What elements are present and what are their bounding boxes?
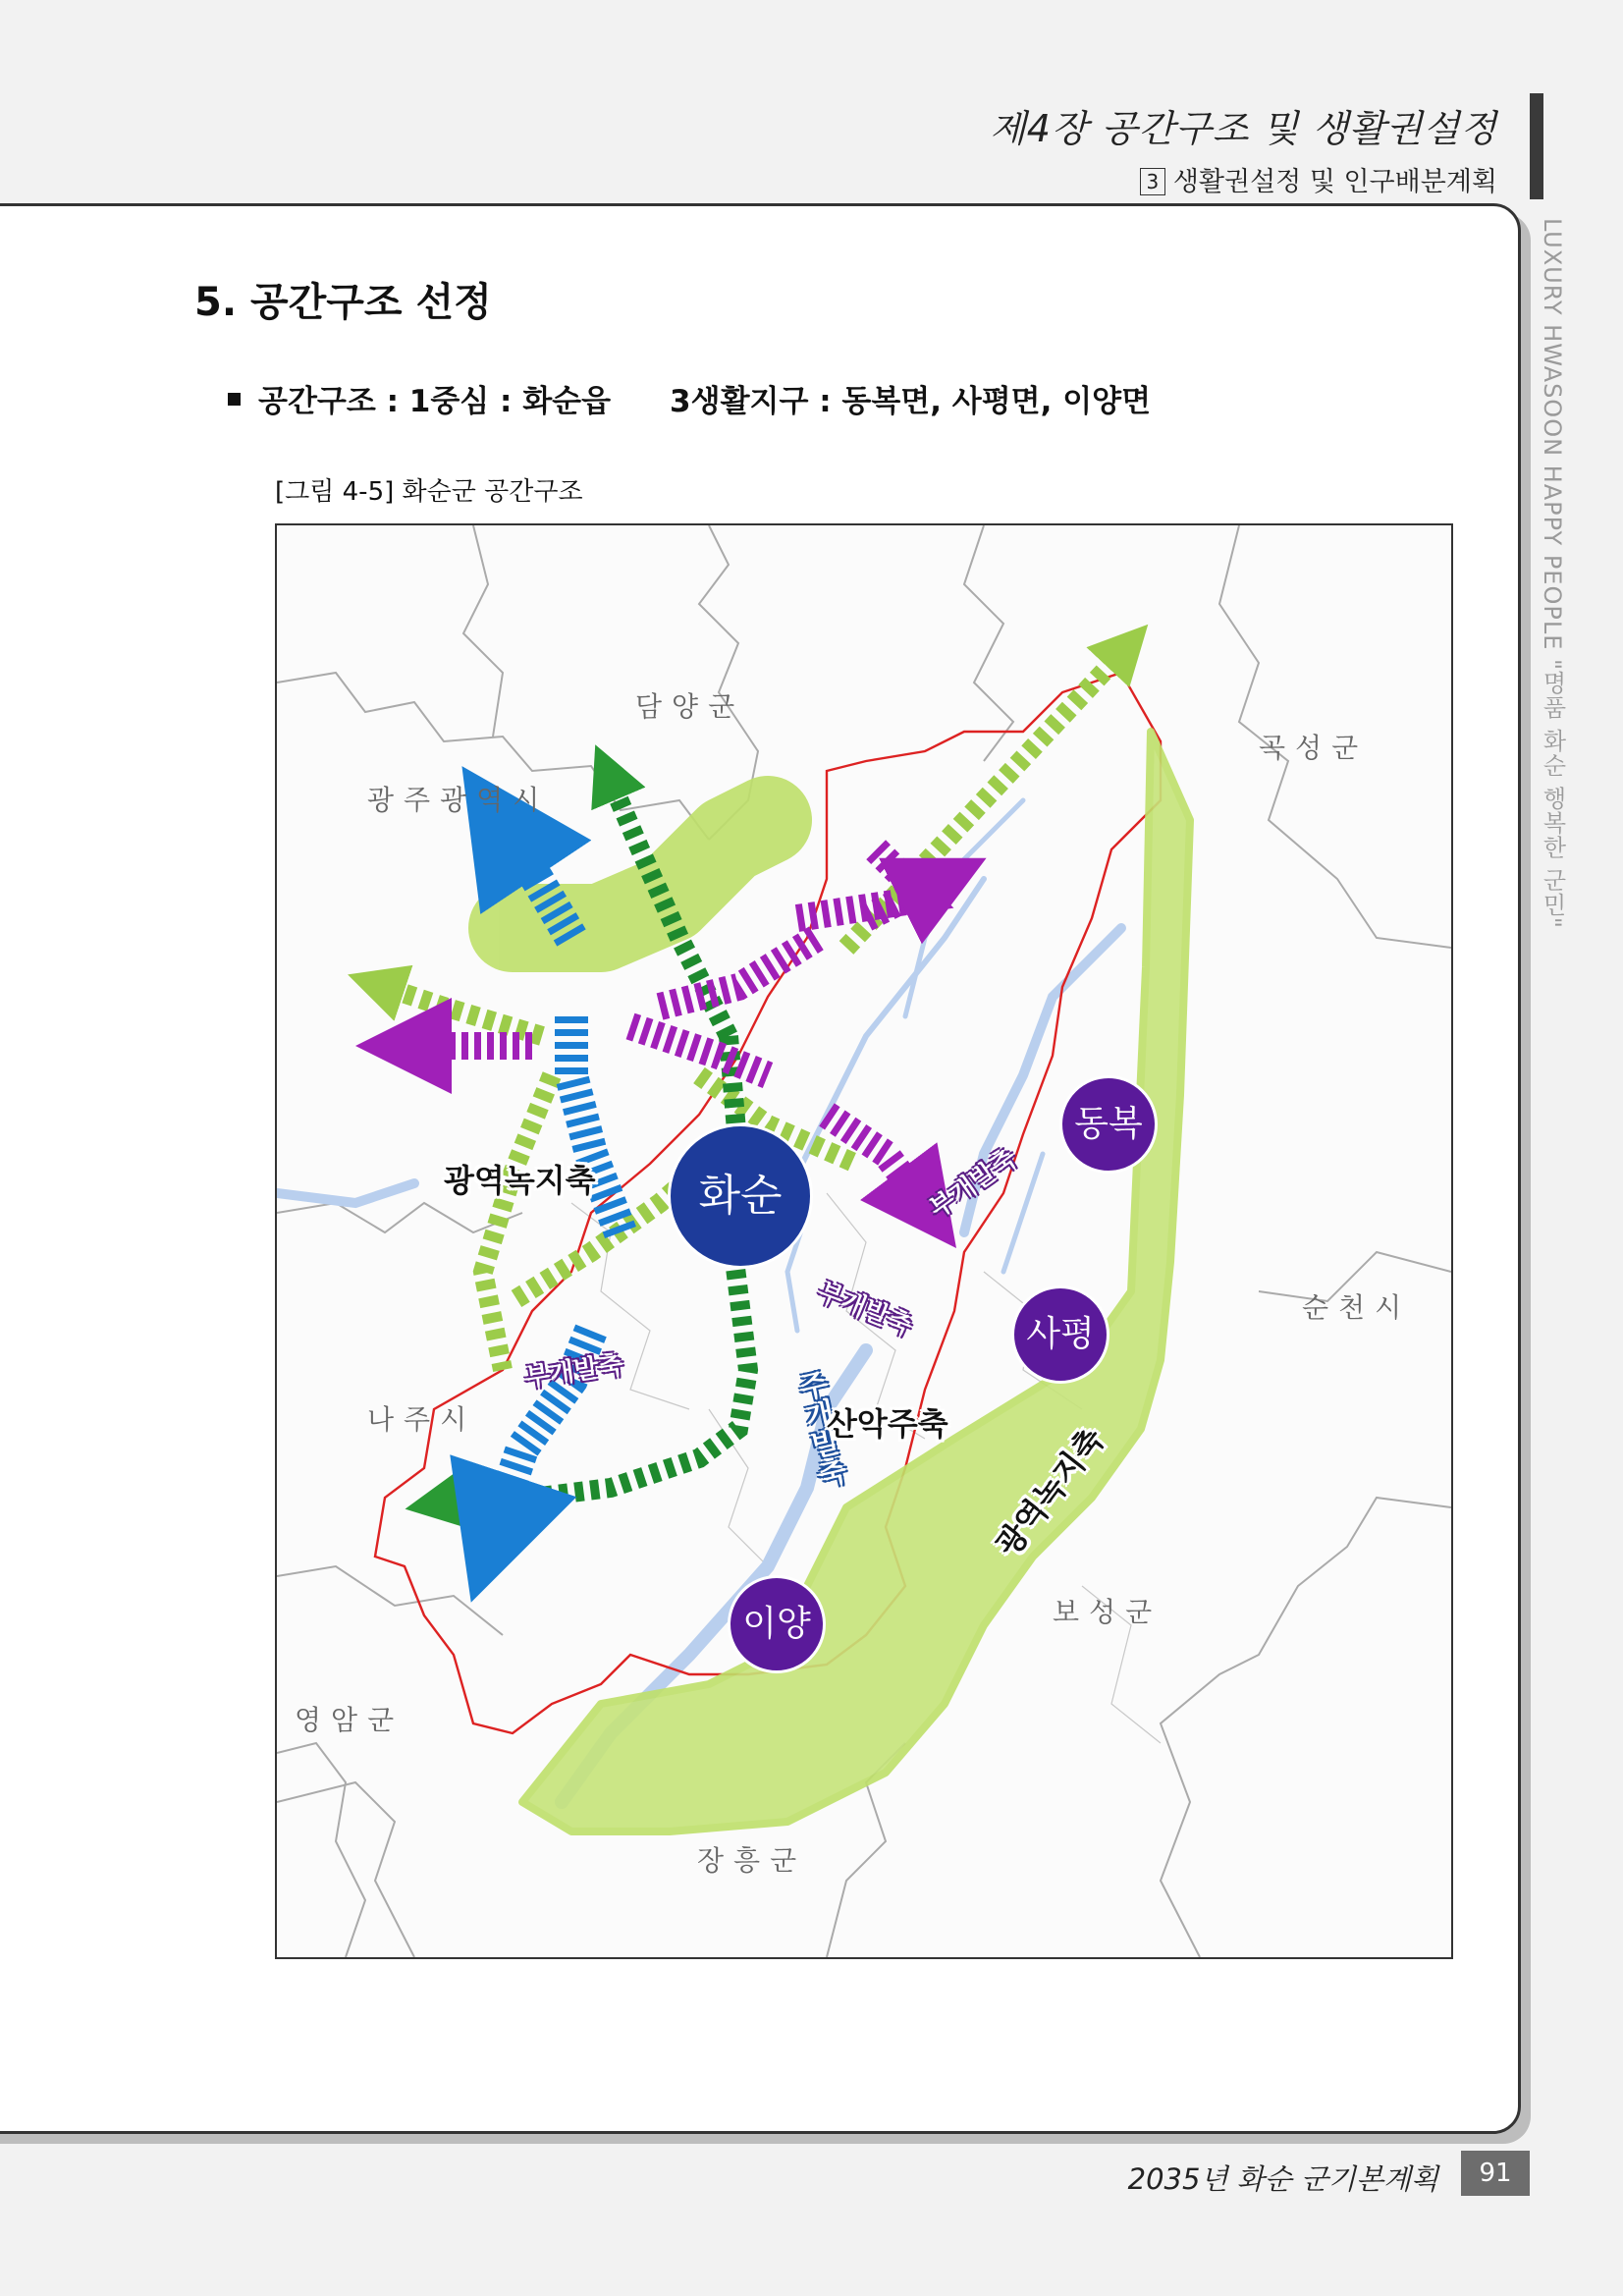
bullet-part2: 3생활지구 : 동복면, 사평면, 이양면	[670, 384, 1152, 419]
label-mountain-axis: 산악주축	[827, 1405, 948, 1443]
region-suncheon: 순천시	[1302, 1291, 1412, 1324]
bullet-square-icon	[228, 393, 241, 406]
node-dongbok: 동복	[1059, 1075, 1158, 1174]
chapter-title: 제4장 공간구조 및 생활권설정	[990, 107, 1497, 150]
label-sub-axis-sapyeong: 부개발축	[813, 1277, 916, 1342]
bullet-part1: 공간구조 : 1중심 : 화순읍	[258, 384, 612, 419]
region-gokseong: 곡성군	[1259, 732, 1369, 764]
figure-caption: [그림 4-5] 화순군 공간구조	[275, 477, 583, 507]
label-sub-axis-west: 부개발축	[522, 1349, 625, 1394]
rivers	[277, 800, 1121, 1802]
section-number: 3	[1140, 168, 1165, 195]
bullet-structure	[228, 376, 1151, 420]
node-hwasun-center: 화순	[668, 1123, 813, 1269]
side-slogan: LUXURY HWASOON HAPPY PEOPLE "명품 화순 행복한 군민"	[1539, 218, 1566, 929]
region-naju: 나주시	[367, 1403, 477, 1436]
label-green-axis-west: 광역녹지축	[444, 1162, 596, 1199]
label-sub-axis-dongbok: 부개발축	[924, 1143, 1022, 1225]
label-green-axis-east: 광역녹지축	[988, 1420, 1111, 1564]
region-damyang: 담양군	[635, 690, 745, 723]
label-main-axis: 주개발축	[789, 1367, 849, 1491]
section-label: 생활권설정 및 인구배분계획	[1172, 167, 1497, 197]
region-boseong: 보성군	[1053, 1596, 1163, 1628]
region-jangheung: 장흥군	[697, 1844, 807, 1877]
node-sapyeong: 사평	[1011, 1285, 1109, 1384]
spatial-structure-map	[275, 523, 1453, 1959]
region-gwangju: 광주광역시	[367, 784, 550, 816]
section-title: 5. 공간구조 선정	[194, 280, 492, 325]
footer-title: 2035년 화순 군기본계획	[1127, 2162, 1438, 2196]
header-accent-bar	[1530, 93, 1543, 199]
node-iyang: 이양	[728, 1575, 826, 1673]
region-yeongam: 영암군	[295, 1704, 405, 1736]
section-subtitle	[1140, 160, 1497, 198]
page-number: 91	[1461, 2151, 1530, 2196]
